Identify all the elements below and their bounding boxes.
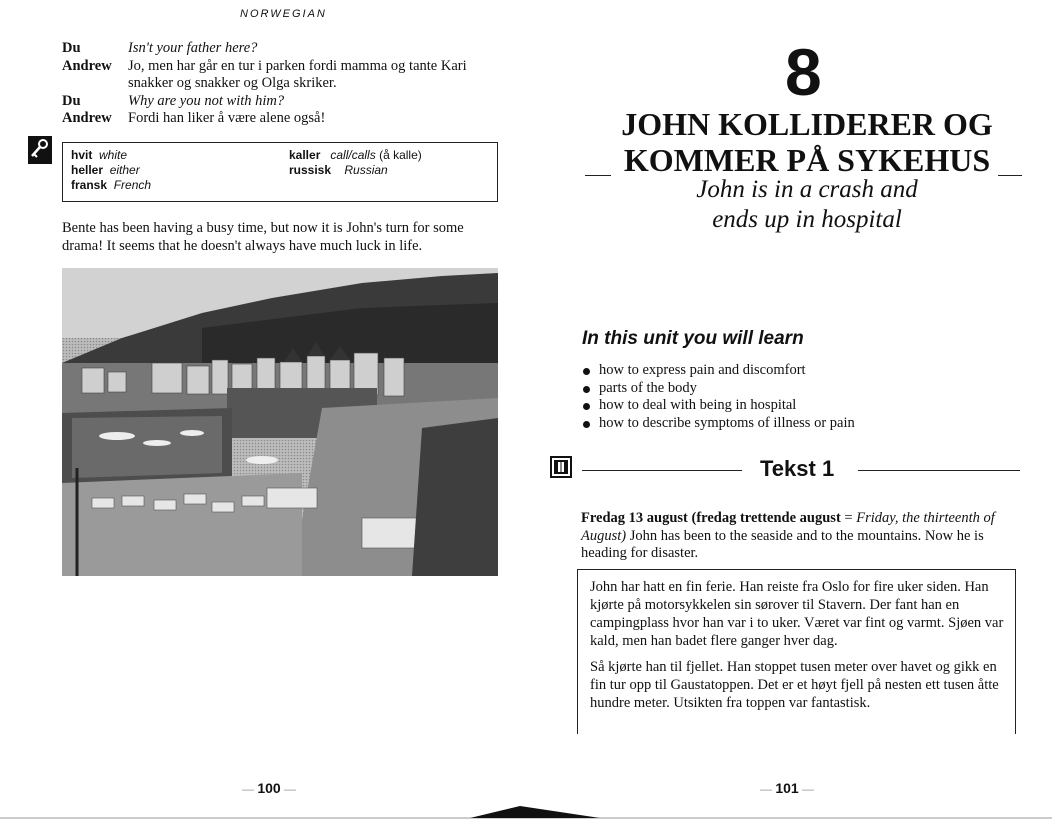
line-text: Jo, men har går en tur i parken fordi mamma og tante Kari snakker og snakker og Olga skriker. (128, 57, 467, 91)
vocab-column (71, 148, 151, 193)
speaker: Andrew (62, 57, 112, 74)
speaker: Du (62, 92, 81, 109)
list-item: how to describe symptoms of illness or pain (582, 415, 1022, 433)
vocab-entry: hvit white (71, 148, 128, 162)
running-head: NORWEGIAN (240, 8, 327, 20)
line-text: Why are you not with him? (128, 92, 285, 109)
speaker: Andrew (62, 110, 112, 126)
page-number-right: — 101 — (760, 780, 815, 796)
learn-list (582, 362, 1022, 432)
dialogue-line (62, 58, 502, 93)
vocab-entry: fransk French (71, 178, 152, 192)
list-item: how to deal with being in hospital (582, 397, 1022, 415)
list-item: how to express pain and discomfort (582, 362, 1022, 380)
reading-paragraph: Så kjørte han til fjellet. Han stoppet tusen meter over havet og gikk en fin tur opp til Gaustatoppen. Det er et høyt fjell på nesten ett tusen åtte hundre meter. Utsikten fra toppen var fantastisk. (590, 659, 999, 711)
vocabulary-box (62, 142, 498, 202)
vocab-column (289, 148, 422, 178)
vocab-entry: kaller call/calls (å kalle) (289, 148, 422, 162)
section-rule-right (858, 470, 1020, 471)
chapter-subtitle: John is in a crash and ends up in hospital (696, 176, 918, 233)
dialogue (62, 40, 502, 128)
line-text: Fordi han liker å være alene også! (128, 110, 326, 126)
section-rule-left (582, 470, 742, 471)
dialogue-line (62, 40, 502, 58)
key-icon (28, 136, 52, 164)
text-intro: Fredag 13 august (fredag trettende august = Friday, the thirteenth of August) John has been to the seaside and to the mountains. Now he is heading for disaster. (581, 510, 995, 561)
page-bottom-edge (0, 800, 1052, 822)
dialogue-line (62, 93, 502, 111)
page-number-left: — 100 — (242, 780, 297, 796)
vocab-entry: heller either (71, 163, 140, 177)
cd-icon (550, 456, 572, 478)
speaker: Du (62, 40, 81, 56)
unit-intro: Bente has been having a busy time, but now it is John's turn for some drama! It seems that he doesn't always have much luck in life. (62, 220, 464, 254)
chapter-number: 8 (785, 35, 822, 109)
vocab-entry: russisk Russian (289, 163, 388, 177)
harbour-photo (62, 268, 498, 576)
reading-text-box (577, 569, 1016, 734)
chapter-title: JOHN KOLLIDERER OG KOMMER PÅ SYKEHUS (621, 106, 993, 178)
line-text: Isn't your father here? (128, 40, 258, 56)
dialogue-line (62, 110, 502, 128)
section-title: Tekst 1 (760, 456, 835, 481)
reading-paragraph: John har hatt en fin ferie. Han reiste fra Oslo for fire uker siden. Han kjørte på motorsykkelen sin sørover til Stavern. Der fant han en campingplass hvor han var i to uker. Været var fint og varmt. Sjøen var kald, men han badet flere ganger hver dag. (590, 579, 1004, 649)
learn-heading: In this unit you will learn (582, 328, 804, 349)
list-item: parts of the body (582, 380, 1022, 398)
